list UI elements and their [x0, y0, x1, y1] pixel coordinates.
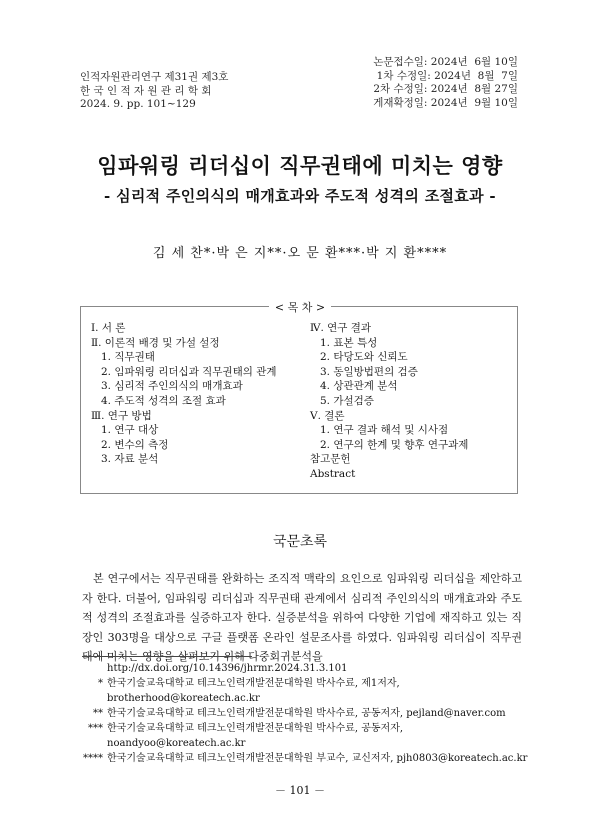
abstract-body: 본 연구에서는 직무권태를 완화하는 조직적 맥락의 요인으로 임파워링 리더십을 제안하고자 한다. 더불어, 임파워링 리더십과 직무권태 관계에서 심리적 주인의식의 매개효과와 주도적 성격의 조절효과를 실증하고자 한다. 실증분석을 위하여 다양한 기업에 재직하고 있는 직장인 303명을 대상으로 구글 플랫폼 온라인 설문조사를 하였다. 임파워링 리더십이 직무권태에 미치는 영향을 살펴보기 위해 다중회귀분석을: [82, 572, 522, 663]
page-number: － 101 －: [275, 784, 325, 797]
toc-item: 3. 동일방법편의 검증: [320, 365, 418, 378]
footnote-mark: **: [93, 708, 103, 719]
toc-item: 4. 상관관계 분석: [320, 380, 398, 393]
footnote-divider: [82, 656, 252, 657]
toc-left-column: [91, 321, 277, 467]
toc-item: Ⅰ. 서 론: [91, 322, 126, 334]
author-footnotes: [78, 676, 538, 766]
toc-item: 3. 자료 분석: [101, 453, 159, 466]
date-revised-1: 1차 수정일: 2024년 8월 7일: [376, 69, 518, 82]
footnote-mark: ****: [83, 753, 103, 764]
footnote-text: 한국기술교육대학교 테크노인력개발전문대학원 부교수, 교신저자, pjh0803@koreatech.ac.kr: [107, 753, 528, 764]
toc-item: Ⅳ. 연구 결과: [310, 322, 372, 334]
journal-name: 인적자원관리연구 제31권 제3호: [80, 71, 229, 83]
submission-dates: [373, 56, 518, 110]
date-revised-2: 2차 수정일: 2024년 8월 27일: [373, 83, 518, 95]
date-accepted: 게재확정일: 2024년 9월 10일: [373, 96, 518, 109]
paper-title: 임파워링 리더십이 직무권태에 미치는 영향: [97, 153, 503, 178]
journal-info: [80, 71, 228, 112]
toc-item: Ⅱ. 이론적 배경 및 가설 설정: [91, 336, 220, 349]
abstract-heading: 국문초록: [272, 534, 328, 550]
toc-item: 2. 변수의 측정: [101, 438, 169, 451]
footnote-text: 한국기술교육대학교 테크노인력개발전문대학원 박사수료, 제1저자, brotherhood@koreatech.ac.kr: [107, 678, 400, 704]
toc-item: 2. 임파워링 리더십과 직무권태의 관계: [101, 365, 277, 378]
paper-subtitle: - 심리적 주인의식의 매개효과와 주도적 성격의 조절효과 -: [104, 187, 496, 205]
footnotes: [78, 661, 538, 766]
footnote-text: 한국기술교육대학교 테크노인력개발전문대학원 박사수료, 공동저자, noandyoo@koreatech.ac.kr: [107, 723, 404, 749]
footnote-item: [78, 676, 538, 706]
toc-item: 2. 연구의 한계 및 향후 연구과제: [320, 438, 469, 451]
toc-item: 1. 직무권태: [101, 351, 155, 364]
journal-society: 한 국 인 적 자 원 관 리 학 회: [80, 84, 212, 97]
journal-issue: 2024. 9. pp. 101∼129: [80, 98, 196, 110]
footnote-item: [78, 706, 538, 721]
toc-item: 1. 표본 특성: [320, 336, 378, 349]
toc-item: 3. 심리적 주인의식의 매개효과: [101, 380, 243, 393]
toc-item: 1. 연구 대상: [101, 424, 159, 437]
toc-item: Ⅴ. 결론: [310, 409, 345, 422]
toc-item: Ⅲ. 연구 방법: [91, 409, 152, 422]
author-list: 김 세 찬*·박 은 지**·오 문 환***·박 지 환****: [152, 246, 448, 261]
toc-item: Abstract: [310, 467, 356, 480]
toc-item: 1. 연구 결과 해석 및 시사점: [320, 424, 449, 437]
footnote-text: 한국기술교육대학교 테크노인력개발전문대학원 박사수료, 공동저자, pejland@naver.com: [107, 708, 506, 719]
toc-item: 참고문헌: [310, 453, 351, 466]
footnote-mark: ***: [88, 723, 103, 734]
doi-link[interactable]: http://dx.doi.org/10.14396/jhrmr.2024.31.3.101: [107, 663, 348, 674]
toc-item: 5. 가설검증: [320, 394, 374, 407]
table-of-contents: [80, 306, 518, 494]
toc-item: 4. 주도적 성격의 조절 효과: [101, 394, 226, 407]
footnote-mark: *: [98, 678, 103, 689]
toc-item: 2. 타당도와 신뢰도: [320, 351, 408, 364]
date-received: 논문접수일: 2024년 6월 10일: [373, 56, 518, 68]
toc-heading: [0, 299, 600, 315]
doi-line: [78, 661, 538, 676]
toc-right-column: [310, 321, 468, 482]
toc-heading-label: < 목 차 >: [269, 301, 331, 314]
footnote-item: [78, 721, 538, 751]
footnote-item: [78, 751, 538, 766]
